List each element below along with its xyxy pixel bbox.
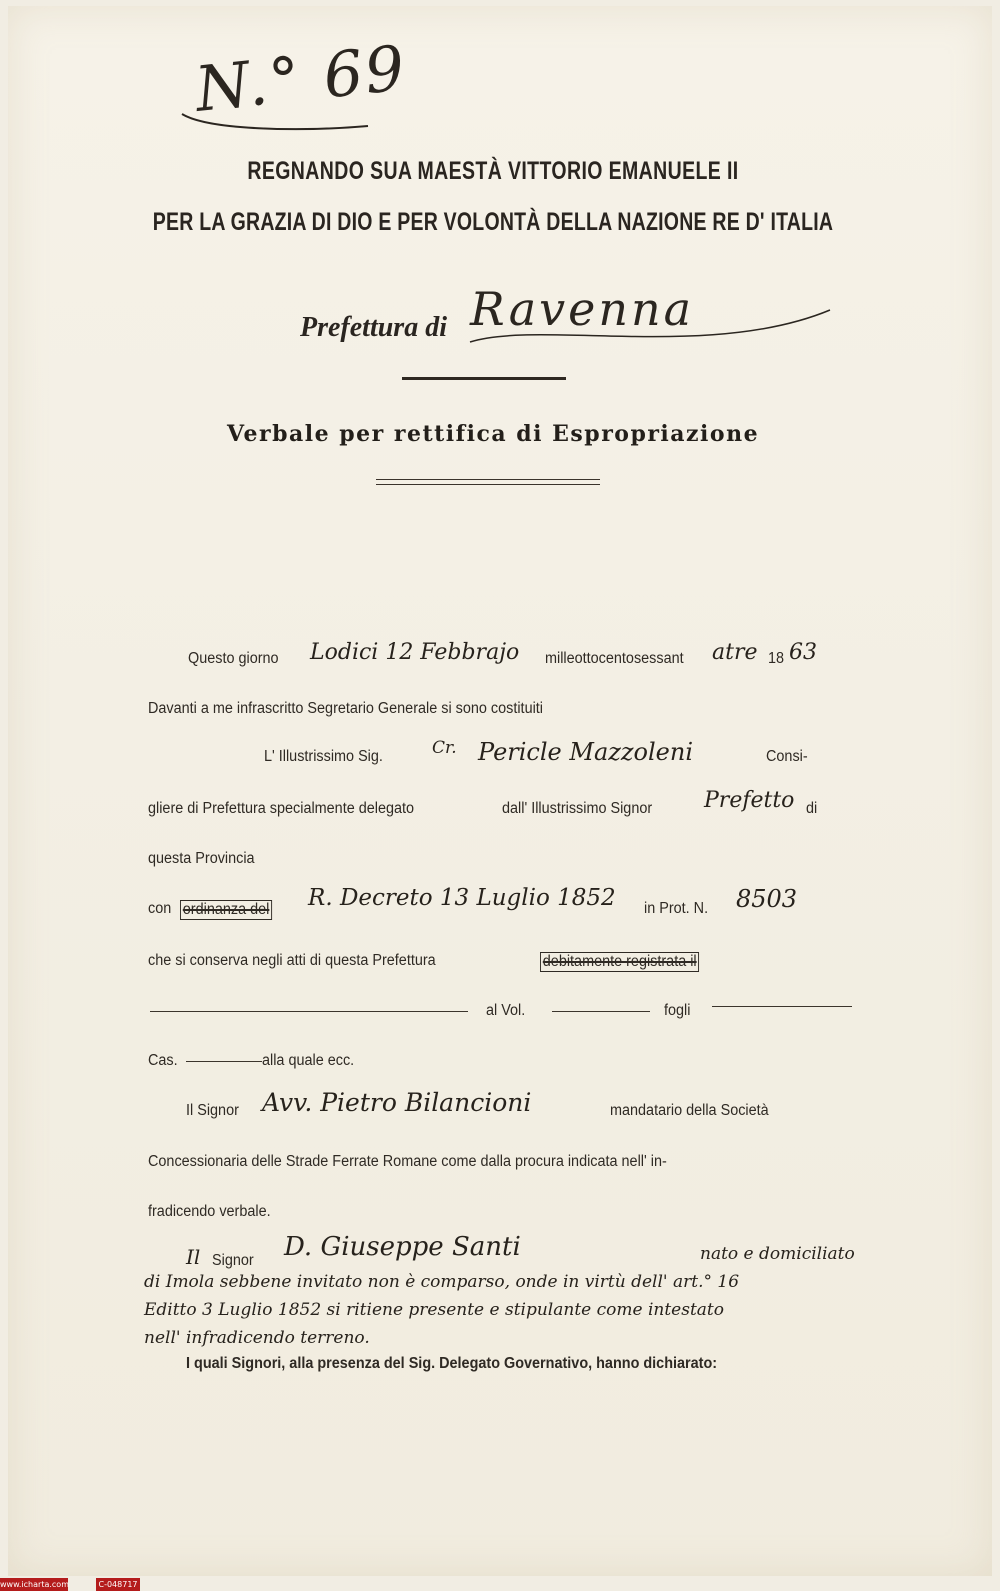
questa-provincia-text: questa Provincia [148,850,255,867]
owner-note-4: nell' infradicendo terreno. [144,1328,370,1348]
document-title: Verbale per rettifica di Espropriazione [226,421,760,447]
year-digits-handwritten: 63 [789,640,817,665]
prefecture-city-handwritten: Ravenna [470,282,695,336]
consi-text: Consi- [766,748,808,765]
dall-text: dall' Illustrissimo Signor [502,800,653,817]
footer-site-label: www.icharta.com [0,1580,69,1589]
ornament-rule-top [402,377,566,380]
before-me-line: Davanti a me infrascritto Segretario Generale si sono costituiti [148,700,544,717]
prot-number-handwritten: 8503 [736,885,798,913]
prefetto-handwritten: Prefetto [704,788,795,813]
title-double-rule-1 [376,479,600,480]
prefecture-label: Prefettura di [300,312,447,343]
fradicendo-text: fradicendo verbale. [148,1203,271,1220]
year-printed: 18 [768,650,785,667]
blank-line-1 [150,1011,468,1012]
sig-abbrev-handwritten: Cr. [432,738,457,758]
date-handwritten: Lodici 12 Febbrajo [310,640,520,665]
number-swash [178,100,378,140]
il-prefix-handwritten: Il [186,1245,201,1269]
heading-line-1: REGNANDO SUA MAESTÀ VITTORIO EMANUELE II [247,157,739,185]
owner-note-1: nato e domiciliato [700,1244,855,1264]
il-signor-text: Il Signor [186,1102,239,1119]
prefecture-swash [460,300,840,360]
cas-text: Cas. [148,1052,178,1069]
blank-line-3 [712,1006,852,1007]
date-printed: milleottocentosessant [545,650,684,667]
di-text: di [806,800,818,817]
councillor-name-handwritten: Pericle Mazzoleni [478,738,694,766]
fogli-text: fogli [664,1002,691,1019]
owner-note-2: di Imola sebbene invitato non è comparso, onde in virtù dell' art.° 16 [144,1272,740,1292]
owner-handwritten: D. Giuseppe Santi [284,1232,521,1262]
blank-line-4 [186,1061,262,1062]
decree-handwritten: R. Decreto 13 Luglio 1852 [308,885,616,911]
final-declaration-line: I quali Signori, alla presenza del Sig. Delegato Governativo, hanno dichiarato: [186,1355,718,1372]
blank-line-2 [552,1011,650,1012]
mandatario-text: mandatario della Società [610,1102,769,1119]
attorney-handwritten: Avv. Pietro Bilancioni [262,1088,532,1117]
owner-note-3: Editto 3 Luglio 1852 si ritiene presente e stipulante come intestato [144,1300,725,1320]
document-number: N.° 69 [191,31,410,126]
in-prot-text: in Prot. N. [644,900,709,917]
alla-quale-text: alla quale ecc. [262,1052,355,1069]
gliere-text: gliere di Prefettura specialmente delegato [148,800,415,817]
heading-line-2: PER LA GRAZIA DI DIO E PER VOLONTÀ DELLA NAZIONE RE D' ITALIA [152,208,834,236]
debitamente-struck: debitamente registrata il [540,952,699,972]
ordinanza-struck: ordinanza del [180,900,272,920]
che-si-conserva-text: che si conserva negli atti di questa Prefettura [148,952,436,969]
al-vol-text: al Vol. [486,1002,526,1019]
title-double-rule-2 [376,484,600,485]
footer-code-label: C-048717 [96,1578,140,1591]
year-word-handwritten: atre [712,640,758,665]
illustrissimo-label: L' Illustrissimo Sig. [264,748,383,765]
concessionaria-text: Concessionaria delle Strade Ferrate Romane come dalla procura indicata nell' in- [148,1153,667,1170]
con-text: con [148,900,172,917]
signor-2-text: Signor [212,1252,254,1269]
date-prefix: Questo giorno [188,650,279,667]
